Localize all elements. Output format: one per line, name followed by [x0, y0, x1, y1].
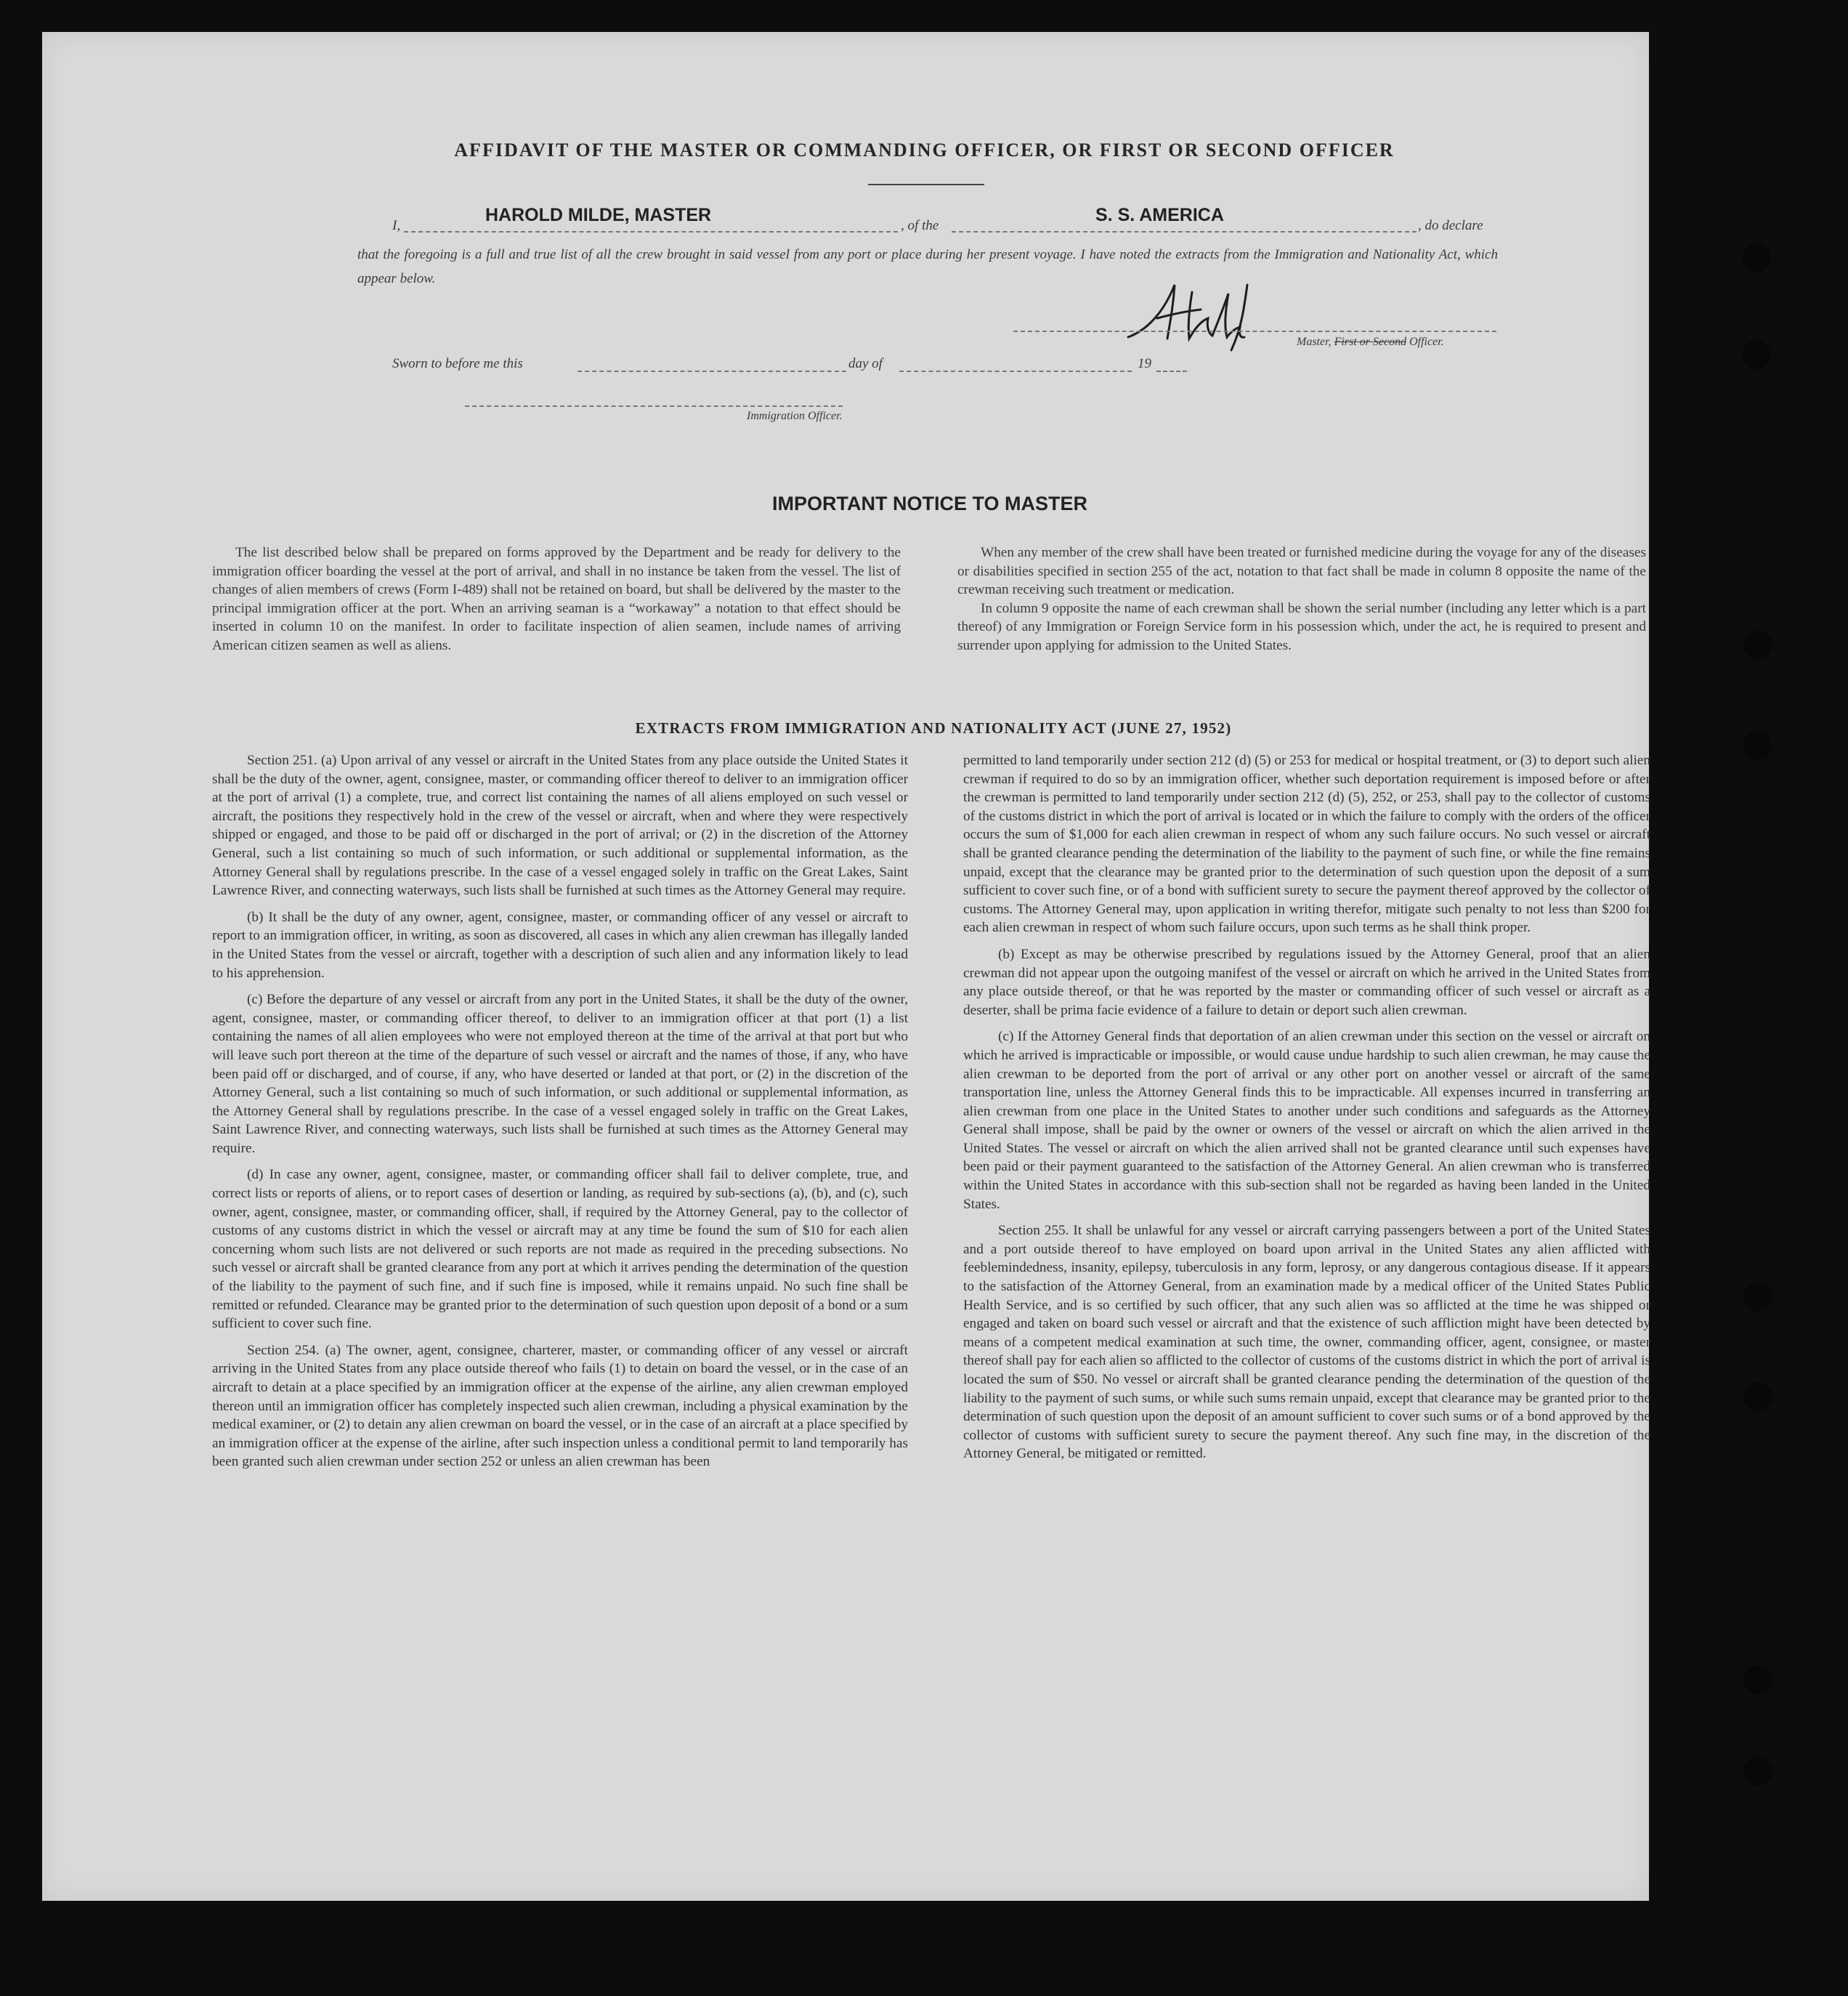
section-251a: Section 251. (a) Upon arrival of any vessel or aircraft in the United States from any place outside the United States it shall be the duty of the owner, agent, consignee, master, or commanding officer thereof to deliver to an immigration officer at the port of arrival (1) a complete, true, and correct list containing the names of all aliens employed on such vessel or aircraft, the positions they respectively hold in the crew of the vessel or aircraft, when and where they were respectively shipped or engaged, and those to be paid off or discharged in the port of arrival; or (2) in the discretion of the Attorney General, such a list containing so much of such information, or such additional or supplemental information, as the Attorney General shall by regulations prescribe. In the case of a vessel engaged solely in traffic on the Great Lakes, Saint Lawrence River, and connecting waterways, such lists shall be furnished at such times as the Attorney General may require. — [212, 753, 908, 899]
notice-title: IMPORTANT NOTICE TO MASTER — [772, 493, 1087, 514]
section-251d: (d) In case any owner, agent, consignee, master, or commanding officer shall fail to deliver complete, true, and correct lists or reports of aliens, or to report cases of desertion or landing, as required by sub-sections (a), (b), and (c), such owner, agent, consignee, master, or commanding officer, shall, if required by the Attorney General, pay to the collector of customs of any customs district in which the vessel or aircraft may at any time be found the sum of $10 for each alien concerning whom such lists are not delivered or such reports are not made as required in the preceding subsections. No such vessel or aircraft shall be granted clearance from any port at which it arrives pending the determination of the question of the liability to the payment of such fine, and if such fine is imposed, while it remains unpaid. No such fine shall be remitted or refunded. Clearance may be granted prior to the determination of such question upon deposit of a bond or a sum sufficient to cover such fine. — [212, 1167, 908, 1332]
notice-left-paragraph: The list described below shall be prepared on forms approved by the Department and be ready for delivery to the immigration officer boarding the vessel at the port of arrival, and shall in no instance be taken from the vessel. The list of changes of alien members of crews (Form I-489) shall not be retained on board, but shall be delivered by the master to the principal immigration officer at the port. When an arriving seaman is a “workaway” a notation to that effect should be inserted in column 10 on the manifest. In order to facilitate inspection of alien seamen, include names of arriving American citizen seamen as well as aliens. — [212, 545, 901, 653]
extracts-title: EXTRACTS FROM IMMIGRATION AND NATIONALITY ACT (JUNE 27, 1952) — [635, 719, 1232, 737]
section-251b: (b) It shall be the duty of any owner, agent, consignee, master, or commanding officer of any vessel or aircraft to report to an immigration officer, in writing, as soon as discovered, all cases in which any alien crewman has illegally landed in the United States from the vessel or aircraft, together with a description of such alien and any information likely to lead to his apprehension. — [212, 909, 908, 981]
section-251c: (c) Before the departure of any vessel or aircraft from any port in the United States, it shall be the duty of the owner, agent, consignee, master, or commanding officer thereof, to deliver to an immigration officer at that port (1) a list containing the names of all alien employees who were not employed thereon at the time of the arrival at that port but who will leave such port thereon at the time of the departure of such vessel or aircraft and the names of those, if any, who have been paid off or discharged, and of course, if any, who have deserted or landed at that port, or (2) in the discretion of the Attorney General, such a list containing so much of such information, or such additional or supplemental information, as the Attorney General shall by regulations prescribe. In the case of a vessel engaged solely in traffic on the Great Lakes, Saint Lawrence River, and connecting waterways, such lists shall be furnished at such times as the Attorney General may require. — [212, 992, 908, 1156]
vessel-line — [952, 231, 1417, 233]
affidavit-title: AFFIDAVIT OF THE MASTER OR COMMANDING OFFICER, OR FIRST OR SECOND OFFICER — [454, 140, 1395, 161]
day-of-label: day of — [848, 356, 883, 371]
section-254c: (c) If the Attorney General finds that deportation of an alien crewman under this section on the vessel or aircraft on which he arrived is impracticable or impossible, or would cause undue hardship to such alien crewman, he may cause the alien crewman to be deported from the port of arrival or any other port on another vessel or aircraft of the same transportation line, unless the Attorney General finds this to be impracticable. All expenses incurred in transferring an alien crewman from one place in the United States to another under such conditions and safeguards as the Attorney General shall impose, shall be paid by the owner or owners of the vessel or aircraft on which the alien arrived in the United States. The vessel or aircraft on which the alien arrived shall not be granted clearance until such expenses have been paid or their payment guaranteed to the satisfaction of the Attorney General. An alien crewman who is transferred within the United States in accordance with this sub-section shall not be regarded as having been landed in the United States. — [963, 1029, 1650, 1212]
notice-right-paragraph-2: In column 9 opposite the name of each crewman shall be shown the serial number (including any letter which is a part thereof) of any Immigration or Foreign Service form in his possession which, under the act, he is required to present and surrender upon applying for admission to the United States. — [957, 600, 1646, 653]
binder-hole — [1742, 340, 1771, 369]
binder-hole — [1743, 1665, 1772, 1694]
binder-hole — [1743, 631, 1772, 660]
sworn-month-line — [899, 371, 1132, 372]
immigration-officer-line — [465, 405, 843, 407]
immigration-officer-label: Immigration Officer. — [747, 410, 843, 422]
section-254b: (b) Except as may be otherwise prescribed by regulations issued by the Attorney General, proof that an alien crewman did not appear upon the outgoing manifest of the vessel or aircraft on which he arrived in the United States from any place outside thereof, or that he was reported by the master or commanding officer of such vessel or aircraft as a deserter, shall be prima facie evidence of a failure to detain or deport such alien crewman. — [963, 946, 1650, 1018]
extracts-left-column — [212, 751, 908, 1479]
section-254a: Section 254. (a) The owner, agent, consignee, charterer, master, or commanding officer of any vessel or aircraft arriving in the United States from any place outside thereof who fails (1) to detain on board the vessel, or in the case of an aircraft to detain at a place specified by an immigration officer at the expense of the airline, any alien crewman employed thereon until an immigration officer has completely inspected such alien crewman, including a physical examination by the medical examiner, or (2) to detain any alien crewman on board the vessel, or in the case of an aircraft at a place specified by an immigration officer at the expense of the airline, after such inspection unless a conditional permit to land temporarily has been granted such alien crewman under section 252 or unless an alien crewman has been — [212, 1342, 908, 1470]
signature-line — [1013, 331, 1496, 332]
notice-left-column — [212, 544, 901, 655]
binder-hole — [1743, 1757, 1772, 1786]
i-label: I, — [392, 218, 401, 233]
year-label: 19 — [1138, 356, 1151, 371]
declarant-name: HAROLD MILDE, MASTER — [485, 205, 712, 225]
binder-hole — [1742, 243, 1771, 272]
notice-right-paragraph-1: When any member of the crew shall have been treated or furnished medicine during the voyage for any of the diseases or disabilities specified in section 255 of the act, notation to that fact shall be made in column 8 opposite the name of the crewman receiving such treatment or medication. — [957, 545, 1646, 597]
section-255: Section 255. It shall be unlawful for any vessel or aircraft carrying passengers between a port of the United States and a port outside thereof to have employed on board upon arrival in the United States any alien afflicted with feeblemindedness, insanity, epilepsy, tuberculosis in any form, leprosy, or any dangerous contagious disease. If it appears to the satisfaction of the Attorney General, from an examination made by a medical officer of the United States Public Health Service, and is so certified by such officer, that any such alien was so afflicted at the time he was shipped or engaged and taken on board such vessel or aircraft and that the existence of such affliction might have been detected by means of a competent medical examination at such time, the owner, commanding officer, agent, consignee, or master thereof shall pay for each alien so afflicted to the collector of customs of the customs district in which the port of arrival is located the sum of $50. No vessel or aircraft shall be granted clearance pending the determination of the question of the liability to the payment of such sums, or while such sums remain unpaid, except that clearance may be granted prior to the determination of such question upon the deposit of an amount sufficient to cover such sums or of a bond approved by the collector of customs with sufficient surety to secure the payment thereof. Any such fine may, in the discretion of the Attorney General, be mitigated or remitted. — [963, 1223, 1650, 1462]
binder-hole — [1743, 731, 1772, 760]
extracts-right-column — [963, 751, 1650, 1471]
sworn-label: Sworn to before me this — [392, 356, 523, 371]
do-declare-label: , do declare — [1418, 218, 1483, 233]
year-line — [1156, 371, 1187, 372]
section-254a-continued: permitted to land temporarily under section 212 (d) (5) or 253 for medical or hospital treatment, or (3) to deport such alien crewman if required to do so by an immigration officer, whether such deportation requirement is imposed before or after the crewman is permitted to land temporarily under section 212 (d) (5), 252, or 253, shall pay to the collector of customs of the customs district in which the port of arrival is located or in which the failure to comply with the orders of the officer occurs the sum of $1,000 for each alien crewman in respect of whom any such failure occurs. No such vessel or aircraft shall be granted clearance pending the determination of the liability to the payment of such fine, or while the fine remains unpaid, except that the clearance may be granted prior to the determination of such question upon the deposit of a sum sufficient to cover such fine, or of a bond with sufficient surety to secure the payment thereof approved by the collector of customs. The Attorney General may, upon application in writing therefor, mitigate such penalty to not less than $200 for each alien crewman in respect of whom such failure occurs, upon such terms as he shall think proper. — [963, 753, 1650, 936]
master-signature — [1122, 278, 1268, 357]
binder-hole — [1743, 1382, 1772, 1411]
title-divider — [868, 184, 984, 185]
vessel-name: S. S. AMERICA — [1095, 205, 1224, 225]
signer-title: Master, First or Second Officer. — [1297, 336, 1444, 348]
of-the-label: , of the — [901, 218, 939, 233]
declarant-line — [404, 231, 898, 233]
binder-hole — [1743, 1282, 1772, 1312]
declaration-text: that the foregoing is a full and true list of all the crew brought in said vessel from any port or place during her present voyage. I have noted the extracts from the Immigration and Nationality Act, which appear below. — [357, 247, 1498, 286]
notice-right-column — [957, 544, 1646, 655]
sworn-day-line — [578, 371, 846, 372]
